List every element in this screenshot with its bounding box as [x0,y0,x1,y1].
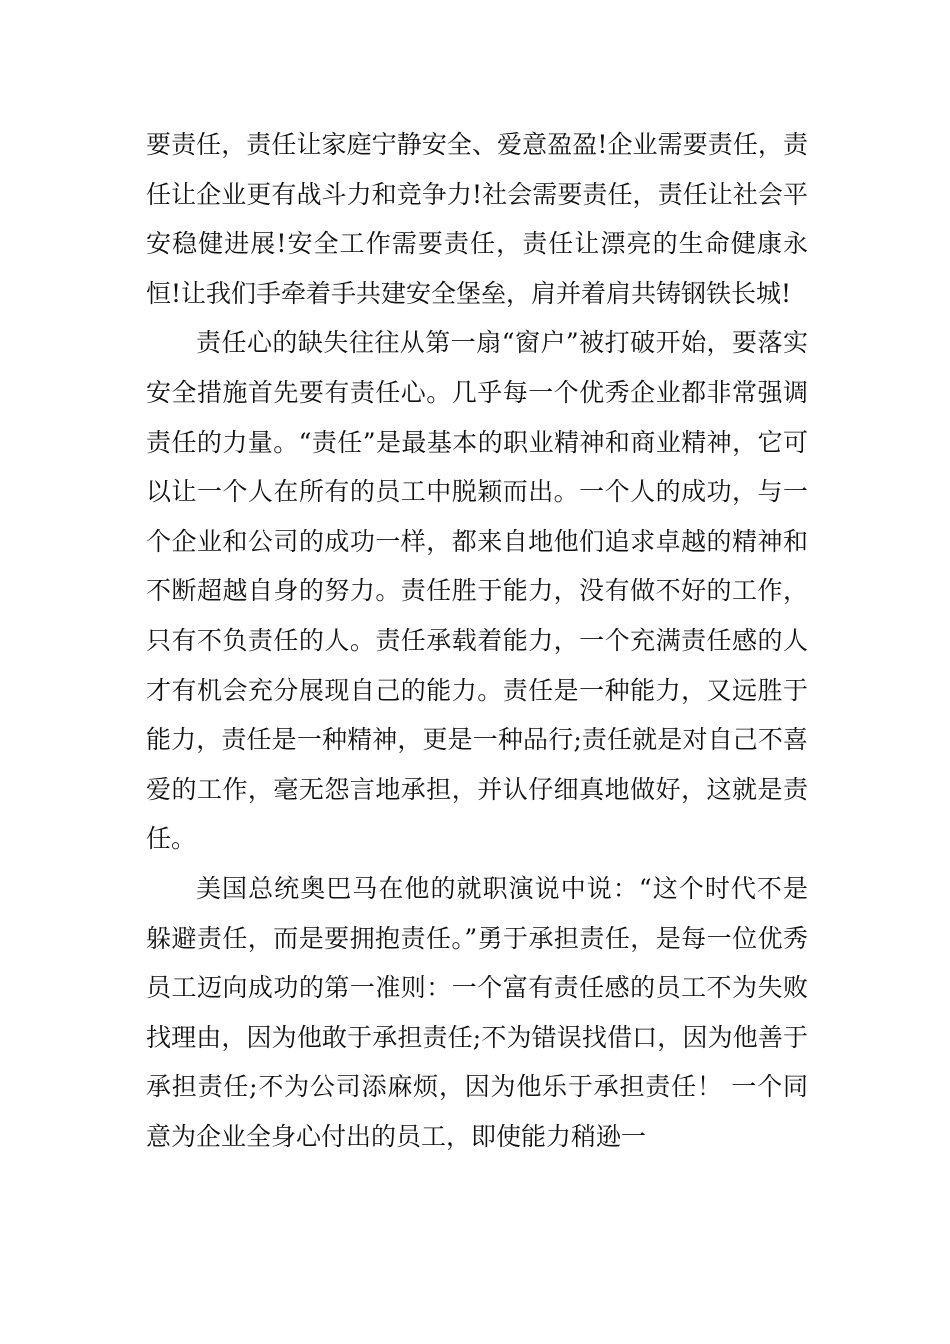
paragraph-continued: 要责任，责任让家庭宁静安全、爱意盈盈!企业需要责任，责任让企业更有战斗力和竞争力!社会需要责任，责任让社会平安稳健进展!安全工作需要责任，责任让漂亮的生命健康永恒!让我们手牵着手共建安全堡垒，肩并着肩共铸钢铁长城! [146,130,808,308]
paragraph-obama-quote: 美国总统奥巴马在他的就职演说中说：“这个时代不是躲避责任，而是要拥抱责任。”勇于承担责任，是每一位优秀员工迈向成功的第一准则：一个富有责任感的员工不为失败找理由，因为他敢于承担责任;不为错误找借口，因为他善于承担责任;不为公司添麻烦，因为他乐于承担责任！ 一个同意为企业全身心付出的员工，即使能力稍逊一 [146,873,808,1151]
document-body [146,120,808,1161]
paragraph-responsibility: 责任心的缺失往往从第一扇“窗户”被打破开始，要落实安全措施首先要有责任心。几乎每一个优秀企业都非常强调责任的力量。“责任”是最基本的职业精神和商业精神，它可以让一个人在所有的员工中脱颖而出。一个人的成功，与一个企业和公司的成功一样，都来自地他们追求卓越的精神和不断超越自身的努力。责任胜于能力，没有做不好的工作，只有不负责任的人。责任承载着能力，一个充满责任感的人才有机会充分展现自己的能力。责任是一种能力，又远胜于能力，责任是一种精神，更是一种品行;责任就是对自己不喜爱的工作，毫无怨言地承担，并认仔细真地做好，这就是责任。 [146,328,808,854]
